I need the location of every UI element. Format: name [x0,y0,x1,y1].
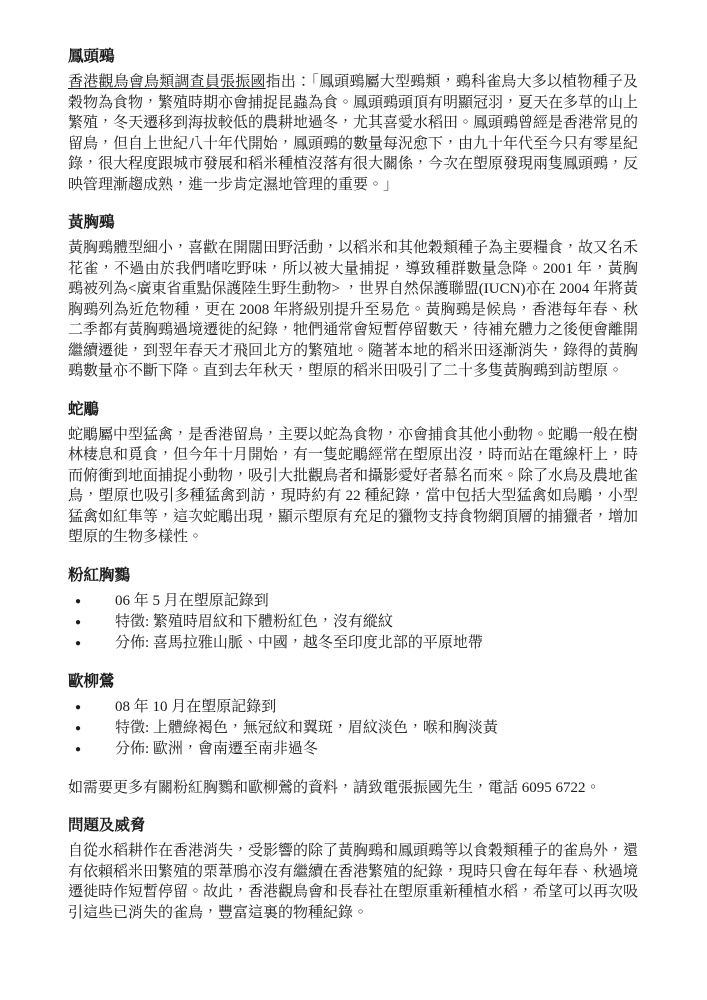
bullet-icon: ● [75,701,82,713]
list-item-text: 06 年 5 月在塱原記錄到 [115,592,269,609]
section-crested-bunting [68,47,638,195]
paragraph-contact-note: 如需要更多有關粉紅胸鷚和歐柳鶯的資料，請致電張振國先生，電話 6095 6722。 [68,779,601,796]
section-yellow-breasted-bunting [68,213,638,382]
section-contact-note [68,778,638,799]
section-heading-crested-bunting: 鳳頭鵐 [68,48,115,65]
paragraph-problems-and-threats: 自從水稻耕作在香港消失，受影響的除了黃胸鵐和鳳頭鵐等以食穀類種子的雀鳥外，還有依賴稻米田繁殖的栗葦鳽亦沒有繼續在香港繁殖的紀錄，現時只會在每年春、秋過境遷徙時作短暫停留。故此，香港觀鳥會和長春社在塱原重新種植水稻，希望可以再次吸引這些已消失的雀鳥，豐富這裏的物種紀錄。 [68,843,639,921]
rosy-pipit-bullet-list [68,591,638,654]
bullet-icon: ● [75,616,82,628]
list-item [68,633,638,654]
list-item [68,612,638,633]
paragraph-crested-bunting [68,72,638,195]
list-item [68,718,638,739]
section-rosy-pipit [68,566,638,654]
list-item-text: 特徵: 上體綠褐色，無冠紋和翼斑，眉紋淡色，喉和胸淡黃 [115,719,498,736]
section-crested-serpent-eagle [68,400,638,548]
section-willow-warbler [68,672,638,760]
list-item-text: 08 年 10 月在塱原記錄到 [115,698,277,715]
willow-warbler-bullet-list [68,697,638,760]
section-heading-willow-warbler: 歐柳鶯 [68,672,115,690]
bullet-icon: ● [75,637,82,649]
paragraph-text: 指出：「鳳頭鵐屬大型鵐類，鵐科雀鳥大多以植物種子及穀物為食物，繁殖時期亦會捕捉昆蟲為食。鳳頭鵐頭頂有明顯冠羽，夏天在多草的山上繁殖，冬天遷移到海拔較低的農耕地過冬，尤其喜愛水稻田。鳳頭鵐曾經是香港常見的留鳥，但自上世紀八十年代開始，鳳頭鵐的數量每況愈下，由九十年代至今只有零星紀錄，很大程度跟城市發展和稻米種植沒落有很大關係，今次在塱原發現兩隻鳳頭鵐，反映管理漸趨成熟，進一步肯定濕地管理的重要。」 [68,74,639,193]
bullet-icon: ● [75,743,82,755]
underlined-investigator-name: 香港觀鳥會鳥類調查員張振國 [68,74,266,90]
section-heading-rosy-pipit: 粉紅胸鷚 [68,566,131,584]
section-heading-problems-and-threats: 問題及威脅 [68,817,146,834]
paragraph-crested-serpent-eagle: 蛇鵰屬中型猛禽，是香港留鳥，主要以蛇為食物，亦會捕食其他小動物。蛇鵰一般在樹林棲息和覓食，但今年十月開始，有一隻蛇鵰經常在塱原出沒，時而站在電線杆上，時而俯衝到地面捕捉小動物，吸引大批觀鳥者和攝影愛好者慕名而來。除了水鳥及農地雀鳥，塱原也吸引多種猛禽到訪，現時約有 22 種紀錄，當中包括大型猛禽如烏鵰，小型猛禽如紅隼等，這次蛇鵰出現，顯示塱原有充足的獵物支持食物網頂層的捕獵者，增加塱原的生物多樣性。 [68,426,639,545]
list-item-text: 分佈: 歐洲，會南遷至南非過冬 [115,740,318,757]
bullet-icon: ● [75,722,82,734]
list-item [68,739,638,760]
section-heading-yellow-breasted-bunting: 黃胸鵐 [68,214,115,231]
section-problems-and-threats [68,816,638,923]
bullet-icon: ● [75,595,82,607]
list-item [68,697,638,718]
list-item-text: 分佈: 喜馬拉雅山脈、中國，越冬至印度北部的平原地帶 [115,634,483,651]
list-item-text: 特徵: 繁殖時眉紋和下體粉紅色，沒有縱紋 [115,613,393,630]
list-item [68,591,638,612]
paragraph-yellow-breasted-bunting: 黃胸鵐體型細小，喜歡在開闊田野活動，以稻米和其他穀類種子為主要糧食，故又名禾花雀，不過由於我們嗜吃野味，所以被大量捕捉，導致種群數量急降。2001 年，黃胸鵐被列為<廣東省重點保護陸生野生動物> ，世界自然保護聯盟(IUCN)亦在 2004 年將黃胸鵐列為近危物種，更在 2008 年將級別提升至易危。黃胸鵐是候鳥，香港每年春、秋二季都有黃胸鵐過境遷徙的紀錄，牠們通常會短暫停留數天，待補充體力之後便會離開繼續遷徙，到翌年春天才飛回北方的繁殖地。隨著本地的稻米田逐漸消失，錄得的黃胸鵐數量亦不斷下降。直到去年秋天，塱原的稻米田吸引了二十多隻黃胸鵐到訪塱原。 [68,240,639,379]
section-heading-crested-serpent-eagle: 蛇鵰 [68,400,100,418]
